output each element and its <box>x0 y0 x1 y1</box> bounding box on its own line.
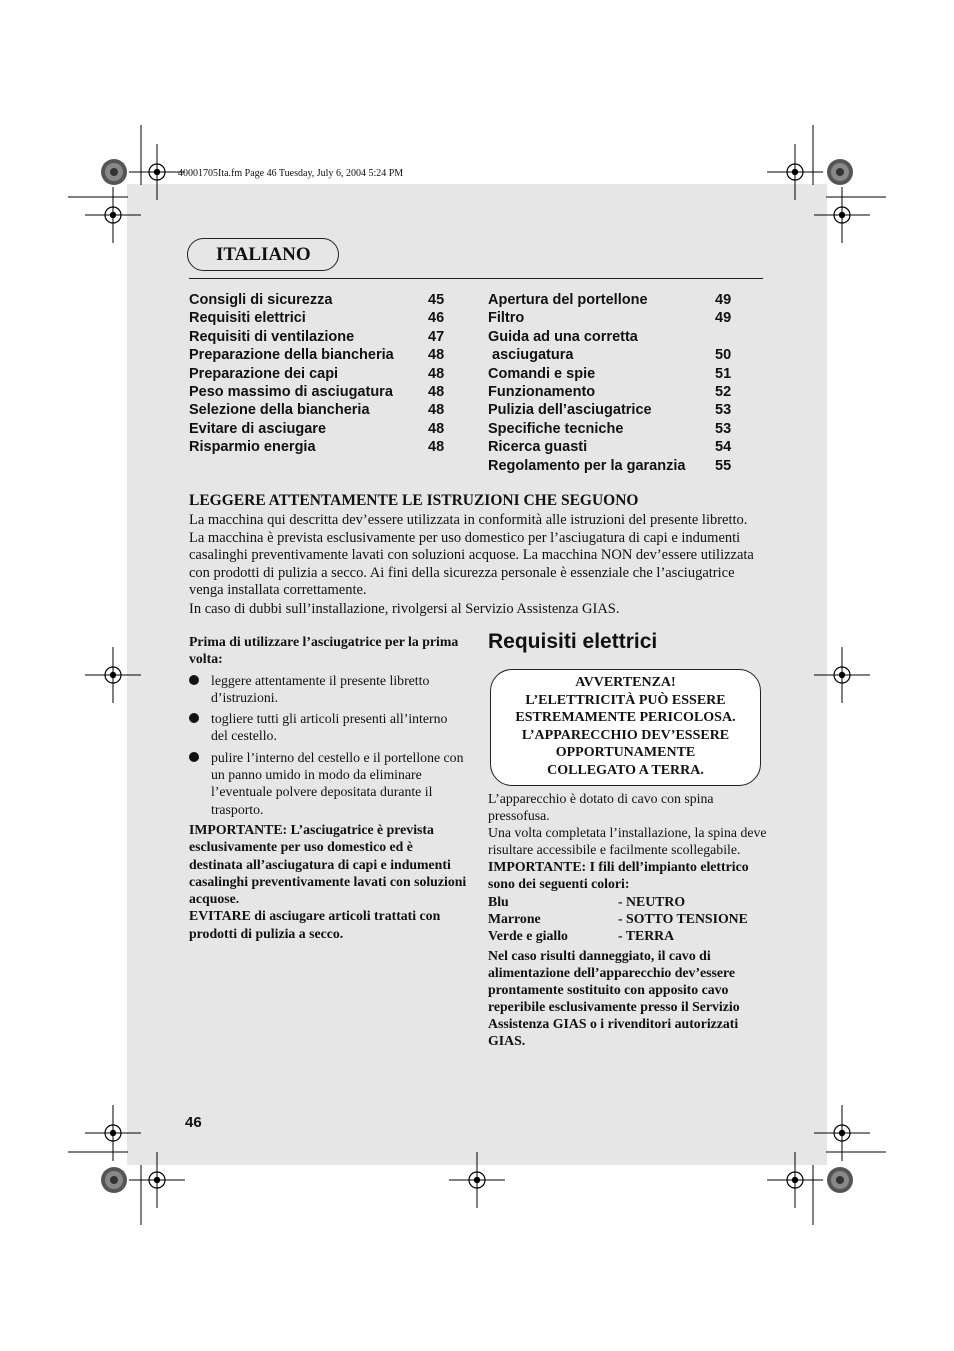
toc-entry <box>488 438 738 456</box>
toc-entry <box>488 291 738 309</box>
toc-entry <box>488 401 738 419</box>
toc-entry-label: Peso massimo di asciugatura <box>189 383 393 400</box>
bullet-icon <box>189 752 199 762</box>
section-title: Requisiti elettrici <box>488 630 658 653</box>
toc-entry-label: Selezione della biancheria <box>189 402 370 419</box>
toc-entry <box>189 309 449 327</box>
file-info: 40001705Ita.fm Page 46 Tuesday, July 6, 2004 5:24 PM <box>178 168 404 179</box>
wire-colors-heading: IMPORTANTE: I fili dell’impianto elettrico sono dei seguenti colori: <box>488 859 749 892</box>
toc-entry <box>189 346 449 364</box>
intro-text <box>189 512 764 619</box>
toc-entry <box>488 346 738 364</box>
install-paragraph: Una volta completata l’installazione, la spina deve risultare accessibile e facilmente scollegabile. <box>488 825 767 858</box>
toc-entry-page: 45 <box>428 292 445 308</box>
toc-entry-page: 49 <box>715 310 732 327</box>
header-rule <box>189 278 763 279</box>
toc-entry <box>488 457 738 475</box>
bullet-icon <box>189 675 199 685</box>
toc-entry-label: Requisiti di ventilazione <box>189 328 355 345</box>
first-use-heading: Prima di utilizzare l’asciugatrice per la prima volta: <box>189 634 459 667</box>
toc-entry <box>189 328 449 346</box>
toc-left <box>189 291 449 457</box>
toc-entry-page: 48 <box>428 420 445 437</box>
warning-box: AVVERTENZA! L’ELETTRICITÀ PUÒ ESSERE ESTREMAMENTE PERICOLOSA. L’APPARECCHIO DEV’ESSERE OPPORTUNAMENTE COLLEGATO A TERRA. <box>490 669 761 786</box>
toc-entry-label: Ricerca guasti <box>488 439 588 456</box>
bullet-icon <box>189 713 199 723</box>
toc-entry <box>488 328 738 346</box>
left-column <box>189 633 467 942</box>
page-number: 46 <box>185 1114 202 1131</box>
toc-entry <box>189 401 449 419</box>
right-column-text <box>488 790 768 1049</box>
damage-note: Nel caso risulti danneggiato, il cavo di alimentazione dell’apparecchio dev’essere prontamente sostituito con apposito cavo reperibile esclusivamente presso il Servizio Assistenza GIAS o i rivenditori autorizzati GIAS. <box>488 947 740 1049</box>
plug-paragraph: L’apparecchio è dotato di cavo con spina pressofusa. <box>488 791 714 824</box>
avoid-note: EVITARE di asciugare articoli trattati con prodotti di pulizia a secco. <box>189 908 441 941</box>
toc-entry-page: 55 <box>715 457 732 474</box>
toc-entry-page: 53 <box>715 402 732 419</box>
toc-entry-page: 48 <box>428 402 445 419</box>
intro-paragraph: La macchina qui descritta dev’essere utilizzata in conformità alle istruzioni del presente libretto. La macchina è prevista esclusivamente per uso domestico per l’asciugatura di capi e indumenti casalinghi preventivamente lavati con soluzioni acquose. La macchina NON dev’essere utilizzata con prodotti di pulizia a secco. Ai fini della sicurezza personale è essenziale che l’asciugatrice venga installata correttamente. <box>189 512 754 599</box>
toc-entry-page: 52 <box>715 383 732 400</box>
toc-entry-label: Guida ad una corretta <box>488 328 638 345</box>
toc-entry-page: 47 <box>428 328 445 345</box>
toc-entry-page: 51 <box>715 365 732 382</box>
toc-entry-page: 53 <box>715 420 732 437</box>
toc-entry <box>488 383 738 401</box>
toc-entry-label: Comandi e spie <box>488 365 596 382</box>
toc-entry <box>488 309 738 327</box>
toc-entry-page: 48 <box>428 439 445 456</box>
toc-entry-label: Apertura del portellone <box>488 292 648 308</box>
instructions-heading: LEGGERE ATTENTAMENTE LE ISTRUZIONI CHE SEGUONO <box>189 492 639 509</box>
toc-entry-label: Requisiti elettrici <box>189 310 306 327</box>
wire-row: Blu - NEUTRO <box>488 893 686 909</box>
important-note: IMPORTANTE: L’asciugatrice è prevista esclusivamente per uso domestico ed è destinata all’asciugatura di capi e indumenti casalinghi preventivamente lavati con soluzioni acquose. <box>189 821 467 907</box>
toc-entry <box>189 291 449 309</box>
list-item: togliere tutti gli articoli presenti all’interno del cestello. <box>189 710 467 745</box>
list-item: leggere attentamente il presente libretto d’istruzioni. <box>189 672 467 707</box>
toc-entry-page: 48 <box>428 383 445 400</box>
toc-entry <box>189 420 449 438</box>
wire-row: Marrone - SOTTO TENSIONE <box>488 910 748 926</box>
toc-entry-label: asciugatura <box>488 347 574 364</box>
toc-entry <box>488 420 738 438</box>
language-label: ITALIANO <box>216 243 311 265</box>
toc-entry <box>189 438 449 456</box>
intro-paragraph: In caso di dubbi sull’installazione, rivolgersi al Servizio Assistenza GIAS. <box>189 600 620 617</box>
toc-entry-page: 48 <box>428 347 445 364</box>
toc-right <box>488 291 738 475</box>
toc-entry-page: 50 <box>715 347 732 364</box>
wire-row: Verde e giallo - TERRA <box>488 927 675 943</box>
toc-entry-page: 48 <box>428 365 445 382</box>
list-item: pulire l’interno del cestello e il portellone con un panno umido in modo da eliminare l’eventuale polvere depositata durante il trasporto. <box>189 749 467 818</box>
toc-entry-label: Consigli di sicurezza <box>189 292 333 308</box>
toc-entry-page: 49 <box>715 292 732 308</box>
toc-entry-page: 54 <box>715 439 732 456</box>
toc-entry-label: Specifiche tecniche <box>488 420 624 437</box>
toc-entry-label: Preparazione dei capi <box>189 365 339 382</box>
toc-entry-label: Funzionamento <box>488 383 596 400</box>
toc-entry <box>189 365 449 383</box>
toc-entry-label: Filtro <box>488 310 525 327</box>
language-tab <box>187 238 339 271</box>
toc-entry <box>488 365 738 383</box>
toc-entry-label: Regolamento per la garanzia <box>488 457 686 474</box>
toc-entry <box>189 383 449 401</box>
toc-entry-label: Pulizia dell’asciugatrice <box>488 402 652 419</box>
toc-entry-label: Preparazione della biancheria <box>189 347 394 364</box>
toc-entry-label: Evitare di asciugare <box>189 420 327 437</box>
toc-entry-page: 46 <box>428 310 445 327</box>
toc-entry-label: Risparmio energia <box>189 439 316 456</box>
